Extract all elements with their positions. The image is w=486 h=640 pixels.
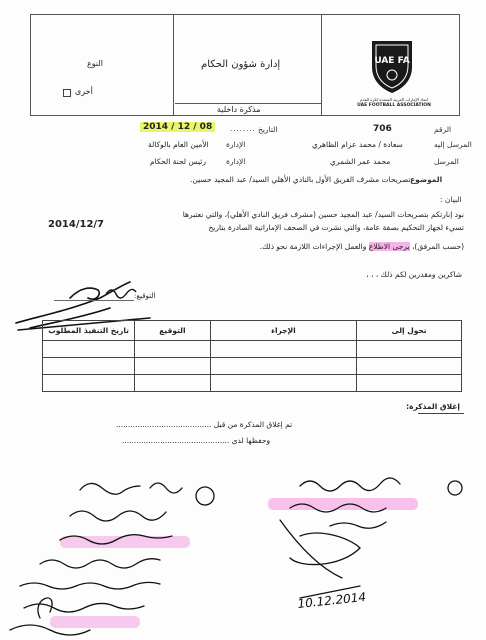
table-cell[interactable]: [210, 341, 357, 358]
department-title: إدارة شؤون الحكام: [201, 59, 281, 70]
date-label: التاريخ: [258, 125, 278, 134]
logo-english-text: UAE FOOTBALL ASSOCIATION: [357, 103, 431, 108]
signature-label: التوقيع:: [134, 292, 156, 300]
svg-text:10.12.2014: 10.12.2014: [296, 589, 367, 611]
body-text-line: تسيء لجهاز التحكيم بصفة عامة، والتي نشرت في الصحف الإماراتية الصادرة بتاريخ: [208, 223, 464, 232]
statement-label: البيان :: [440, 195, 462, 204]
subject-text: تصريحات مشرف الفريق الأول بالنادي الأهلي السيد/ عبد المجيد حسين.: [190, 175, 411, 184]
recipient-name: سعادة / محمد عزام الظاهري: [312, 140, 403, 149]
signature-line: [54, 300, 134, 301]
close-memo-label: إغلاق المذكرة:: [406, 402, 460, 411]
saved-with-field: وحفظها لدى .............................................: [122, 436, 271, 445]
subject-label: الموضوع: [410, 175, 443, 184]
table-header-row: [43, 321, 462, 341]
table-row: [43, 375, 462, 392]
memo-type-other-label: أخرى: [75, 87, 93, 96]
body-text-line: [24, 242, 464, 251]
date-dots: ........: [230, 125, 256, 133]
sender-label: المرسل: [434, 157, 459, 166]
logo-arabic-text: اتحاد الإمارات العربية المتحدة لكرة القدم: [360, 97, 428, 102]
header-divider: [321, 15, 322, 115]
recipient-dept: الأمين العام بالوكالة: [148, 140, 209, 149]
recipient-label: المرسل إليه: [434, 140, 472, 149]
table-header-cell: الإجراء: [210, 321, 357, 341]
table-cell[interactable]: [43, 341, 135, 358]
memo-subtitle: مذكرة داخلية: [217, 105, 261, 114]
memo-date: 2014 / 12 / 08: [140, 122, 215, 132]
header-subtitle-line: [175, 103, 321, 104]
table-cell[interactable]: [135, 375, 210, 392]
sender-dept-label: الإدارة: [226, 157, 246, 166]
sender-name: محمد عمر الشمري: [330, 157, 391, 166]
body-date: 2014/12/7: [48, 219, 105, 230]
table-cell[interactable]: [43, 375, 135, 392]
table-cell[interactable]: [135, 341, 210, 358]
type-other-checkbox[interactable]: [63, 89, 71, 97]
number-label: الرقم: [434, 125, 452, 134]
sender-dept: رئيس لجنة الحكام: [150, 157, 206, 166]
closed-by-field: تم إغلاق المذكرة من قبل ........................................: [116, 420, 293, 429]
highlighted-text: يرجى الاطلاع: [368, 242, 410, 251]
body-text-segment: (حسب المرفق)،: [411, 242, 464, 251]
recipient-dept-label: الإدارة: [226, 140, 246, 149]
table-cell[interactable]: [43, 358, 135, 375]
logo-badge-text: UAE FA: [374, 56, 410, 66]
table-cell[interactable]: [135, 358, 210, 375]
body-text-line: نود إنارتكم بتصريحات السيد/ عبد المجيد حسين (مشرف فريق النادي الأهلي)، والتي نعتبرها: [182, 210, 464, 219]
table-cell[interactable]: [210, 358, 357, 375]
memo-header-box: [30, 14, 460, 116]
handwritten-annotations-icon: [0, 458, 486, 640]
table-cell[interactable]: [357, 358, 462, 375]
closing-thanks: شاكرين ومقدرين لكم ذلك ، ، ،: [366, 270, 462, 279]
table-cell[interactable]: [357, 341, 462, 358]
table-header-cell: تاريخ التنفيذ المطلوب: [43, 321, 135, 341]
header-divider: [173, 15, 174, 115]
body-text-segment: والعمل الإجراءات اللازمة نحو ذلك.: [259, 242, 367, 251]
table-header-cell: التوقيع: [135, 321, 210, 341]
table-row: [43, 341, 462, 358]
table-cell[interactable]: [357, 375, 462, 392]
memo-type-label: النوع: [87, 59, 103, 68]
table-row: [43, 358, 462, 375]
routing-table: [42, 320, 462, 392]
memo-number: 706: [373, 124, 392, 134]
close-label-underline: [418, 413, 464, 414]
table-cell[interactable]: [210, 375, 357, 392]
uae-fa-logo-icon: [368, 37, 416, 95]
table-header-cell: تحول إلى: [357, 321, 462, 341]
